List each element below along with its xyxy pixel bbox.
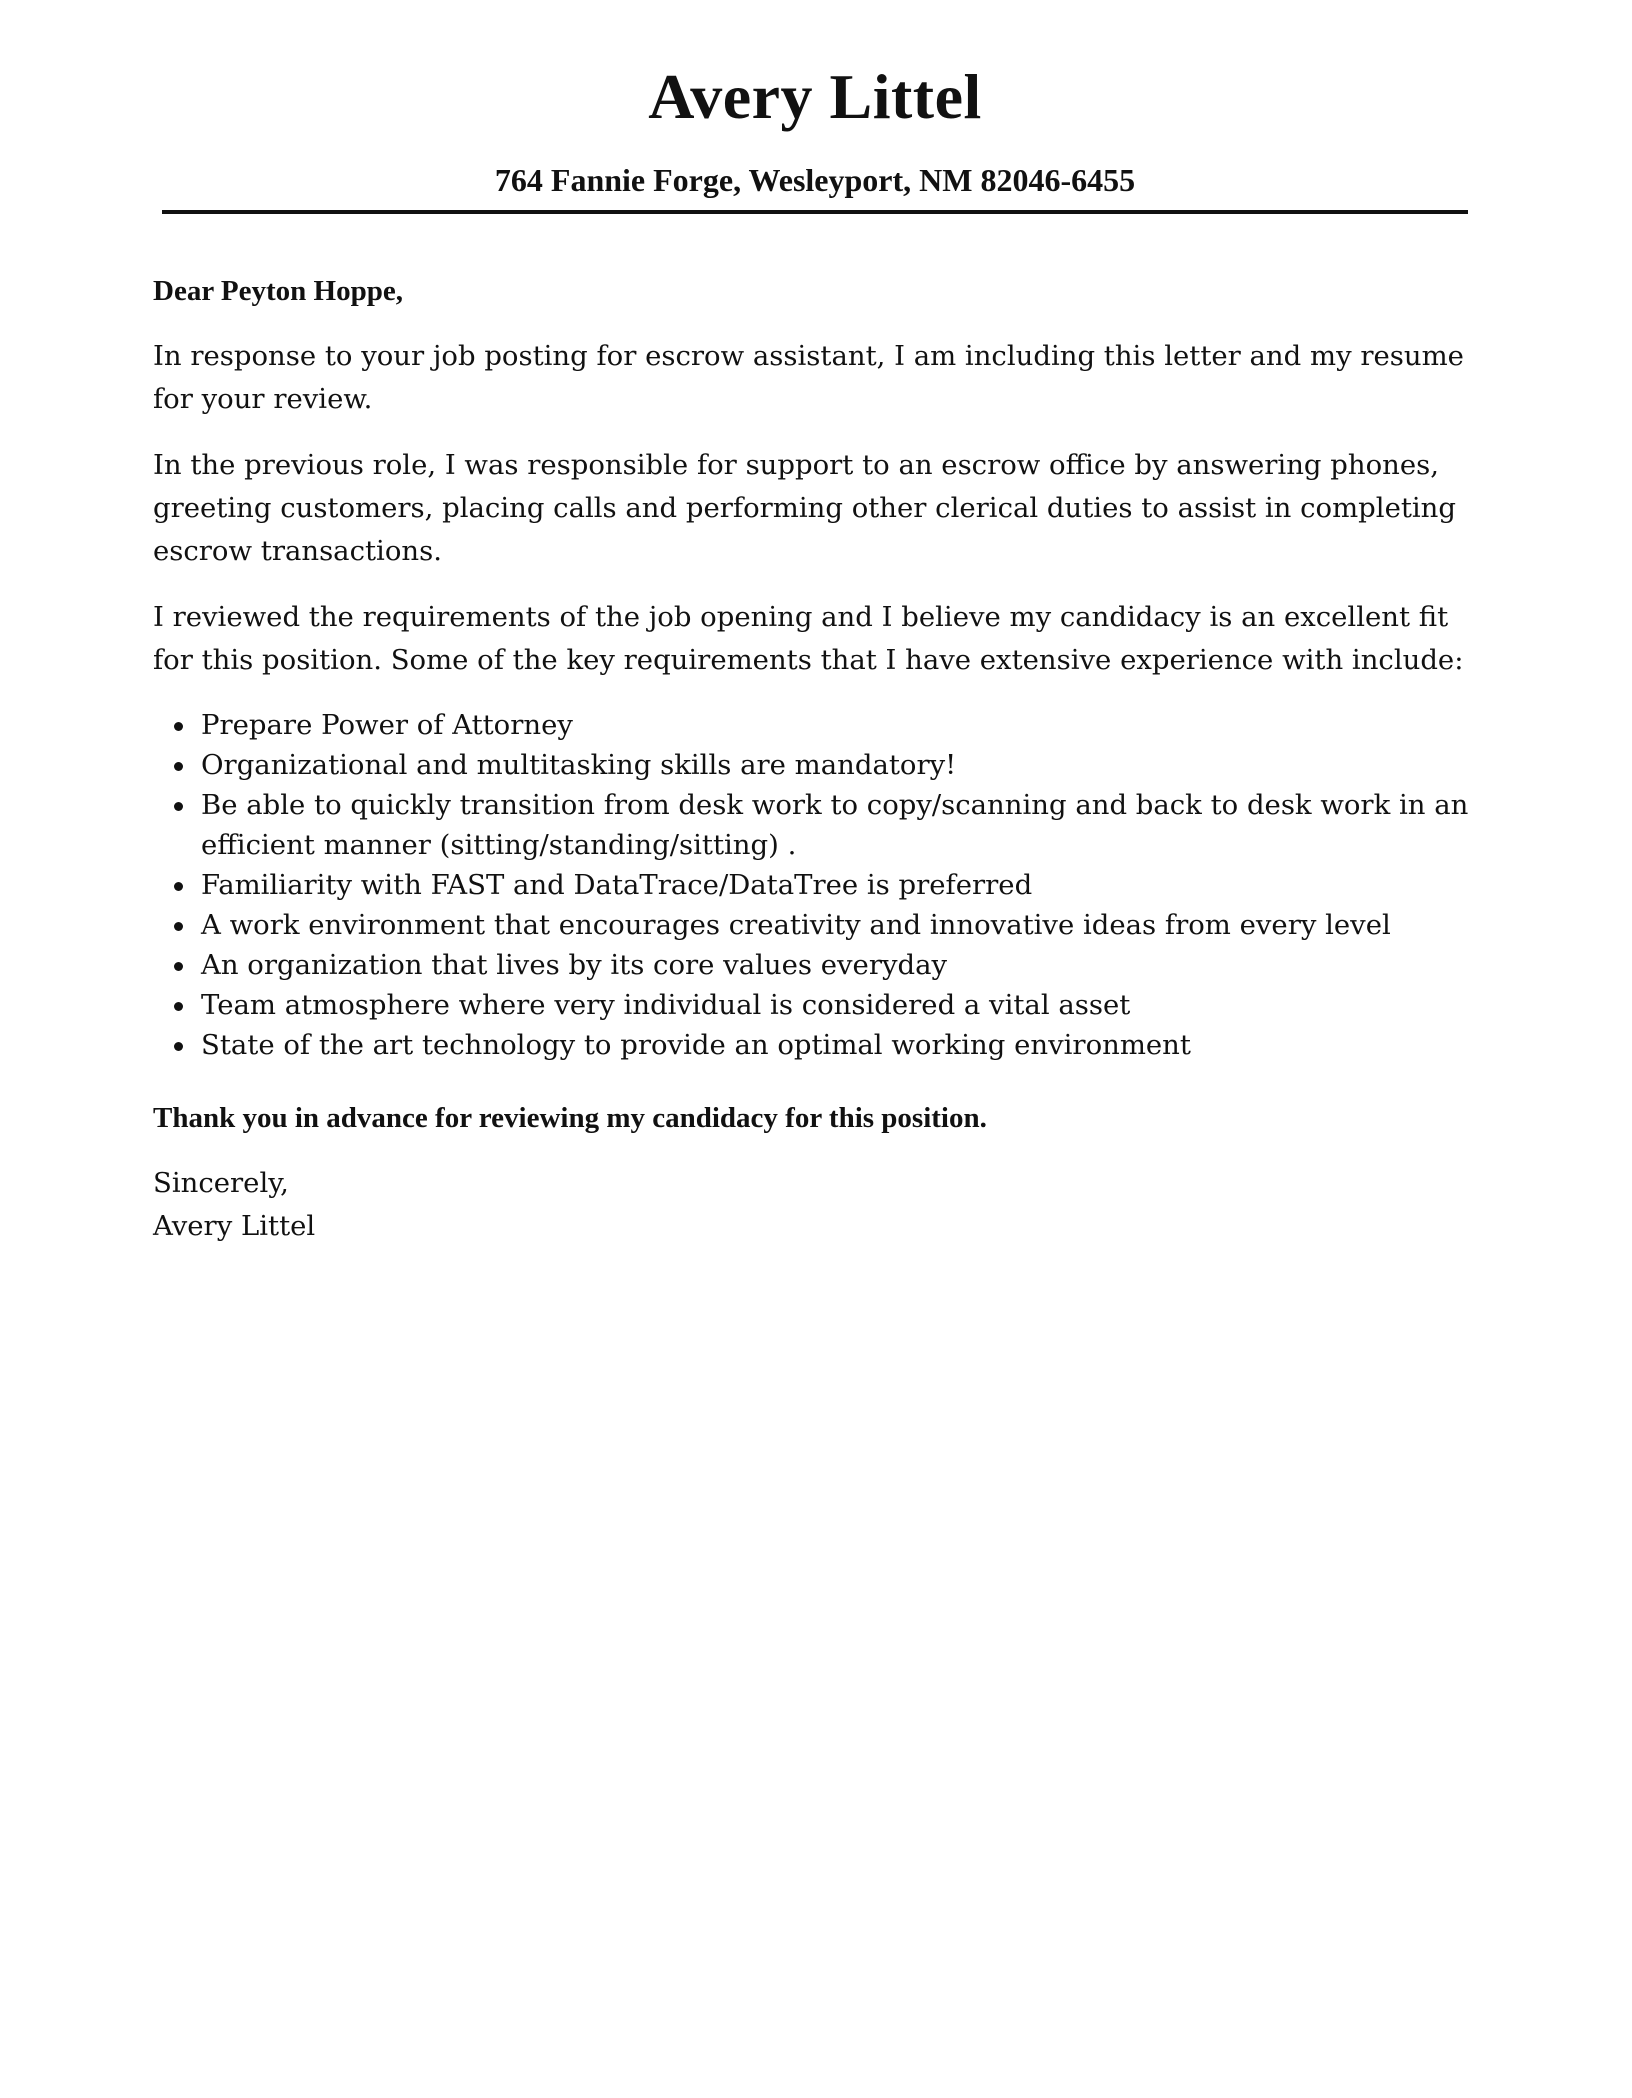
list-item [153,785,1473,865]
list-item-text: Team atmosphere where very individual is considered a vital asset [201,989,1131,1021]
list-item [153,945,1473,985]
list-item-text: Organizational and multitasking skills are mandatory! [201,749,957,781]
list-item-text: An organization that lives by its core values everyday [201,949,948,981]
applicant-address: 764 Fannie Forge, Wesleyport, NM 82046-6455 [494,162,1136,198]
letter-header [162,56,1468,200]
signature-name: Avery Littel [153,1210,316,1242]
closing-block [153,1162,1473,1248]
list-item-text: State of the art technology to provide an optimal working environment [201,1029,1191,1061]
list-item [153,865,1473,905]
bullet-icon [174,882,183,891]
paragraph-experience: In the previous role, I was responsible for support to an escrow office by answering phones, greeting customers, placing calls and performing other clerical duties to assist in completing escrow transactions. [153,449,1457,567]
requirements-list [153,705,1473,1065]
salutation: Dear Peyton Hoppe, [153,275,403,307]
list-item-text: Familiarity with FAST and DataTrace/DataTree is preferred [201,869,1033,901]
bullet-icon [174,722,183,731]
thank-you-line: Thank you in advance for reviewing my candidacy for this position. [153,1102,987,1134]
bullet-icon [174,1042,183,1051]
list-item [153,985,1473,1025]
list-item-text: Be able to quickly transition from desk work to copy/scanning and back to desk work in an efficient manner (sitting/standing/sitting) . [201,789,1469,861]
bullet-icon [174,962,183,971]
paragraph-intro: In response to your job posting for escrow assistant, I am including this letter and my resume for your review. [153,340,1464,415]
letter-body [153,270,1473,1248]
bullet-icon [174,762,183,771]
list-item [153,905,1473,945]
paragraph-requirements: I reviewed the requirements of the job opening and I believe my candidacy is an excellent fit for this position. Some of the key requirements that I have extensive experience with include: [153,601,1464,676]
applicant-name: Avery Littel [648,61,982,132]
header-divider [162,210,1468,214]
bullet-icon [174,922,183,931]
list-item [153,1025,1473,1065]
closing-phrase: Sincerely, [153,1167,289,1199]
list-item [153,705,1473,745]
bullet-icon [174,802,183,811]
list-item [153,745,1473,785]
list-item-text: A work environment that encourages creativity and innovative ideas from every level [201,909,1391,941]
list-item-text: Prepare Power of Attorney [201,709,573,741]
bullet-icon [174,1002,183,1011]
